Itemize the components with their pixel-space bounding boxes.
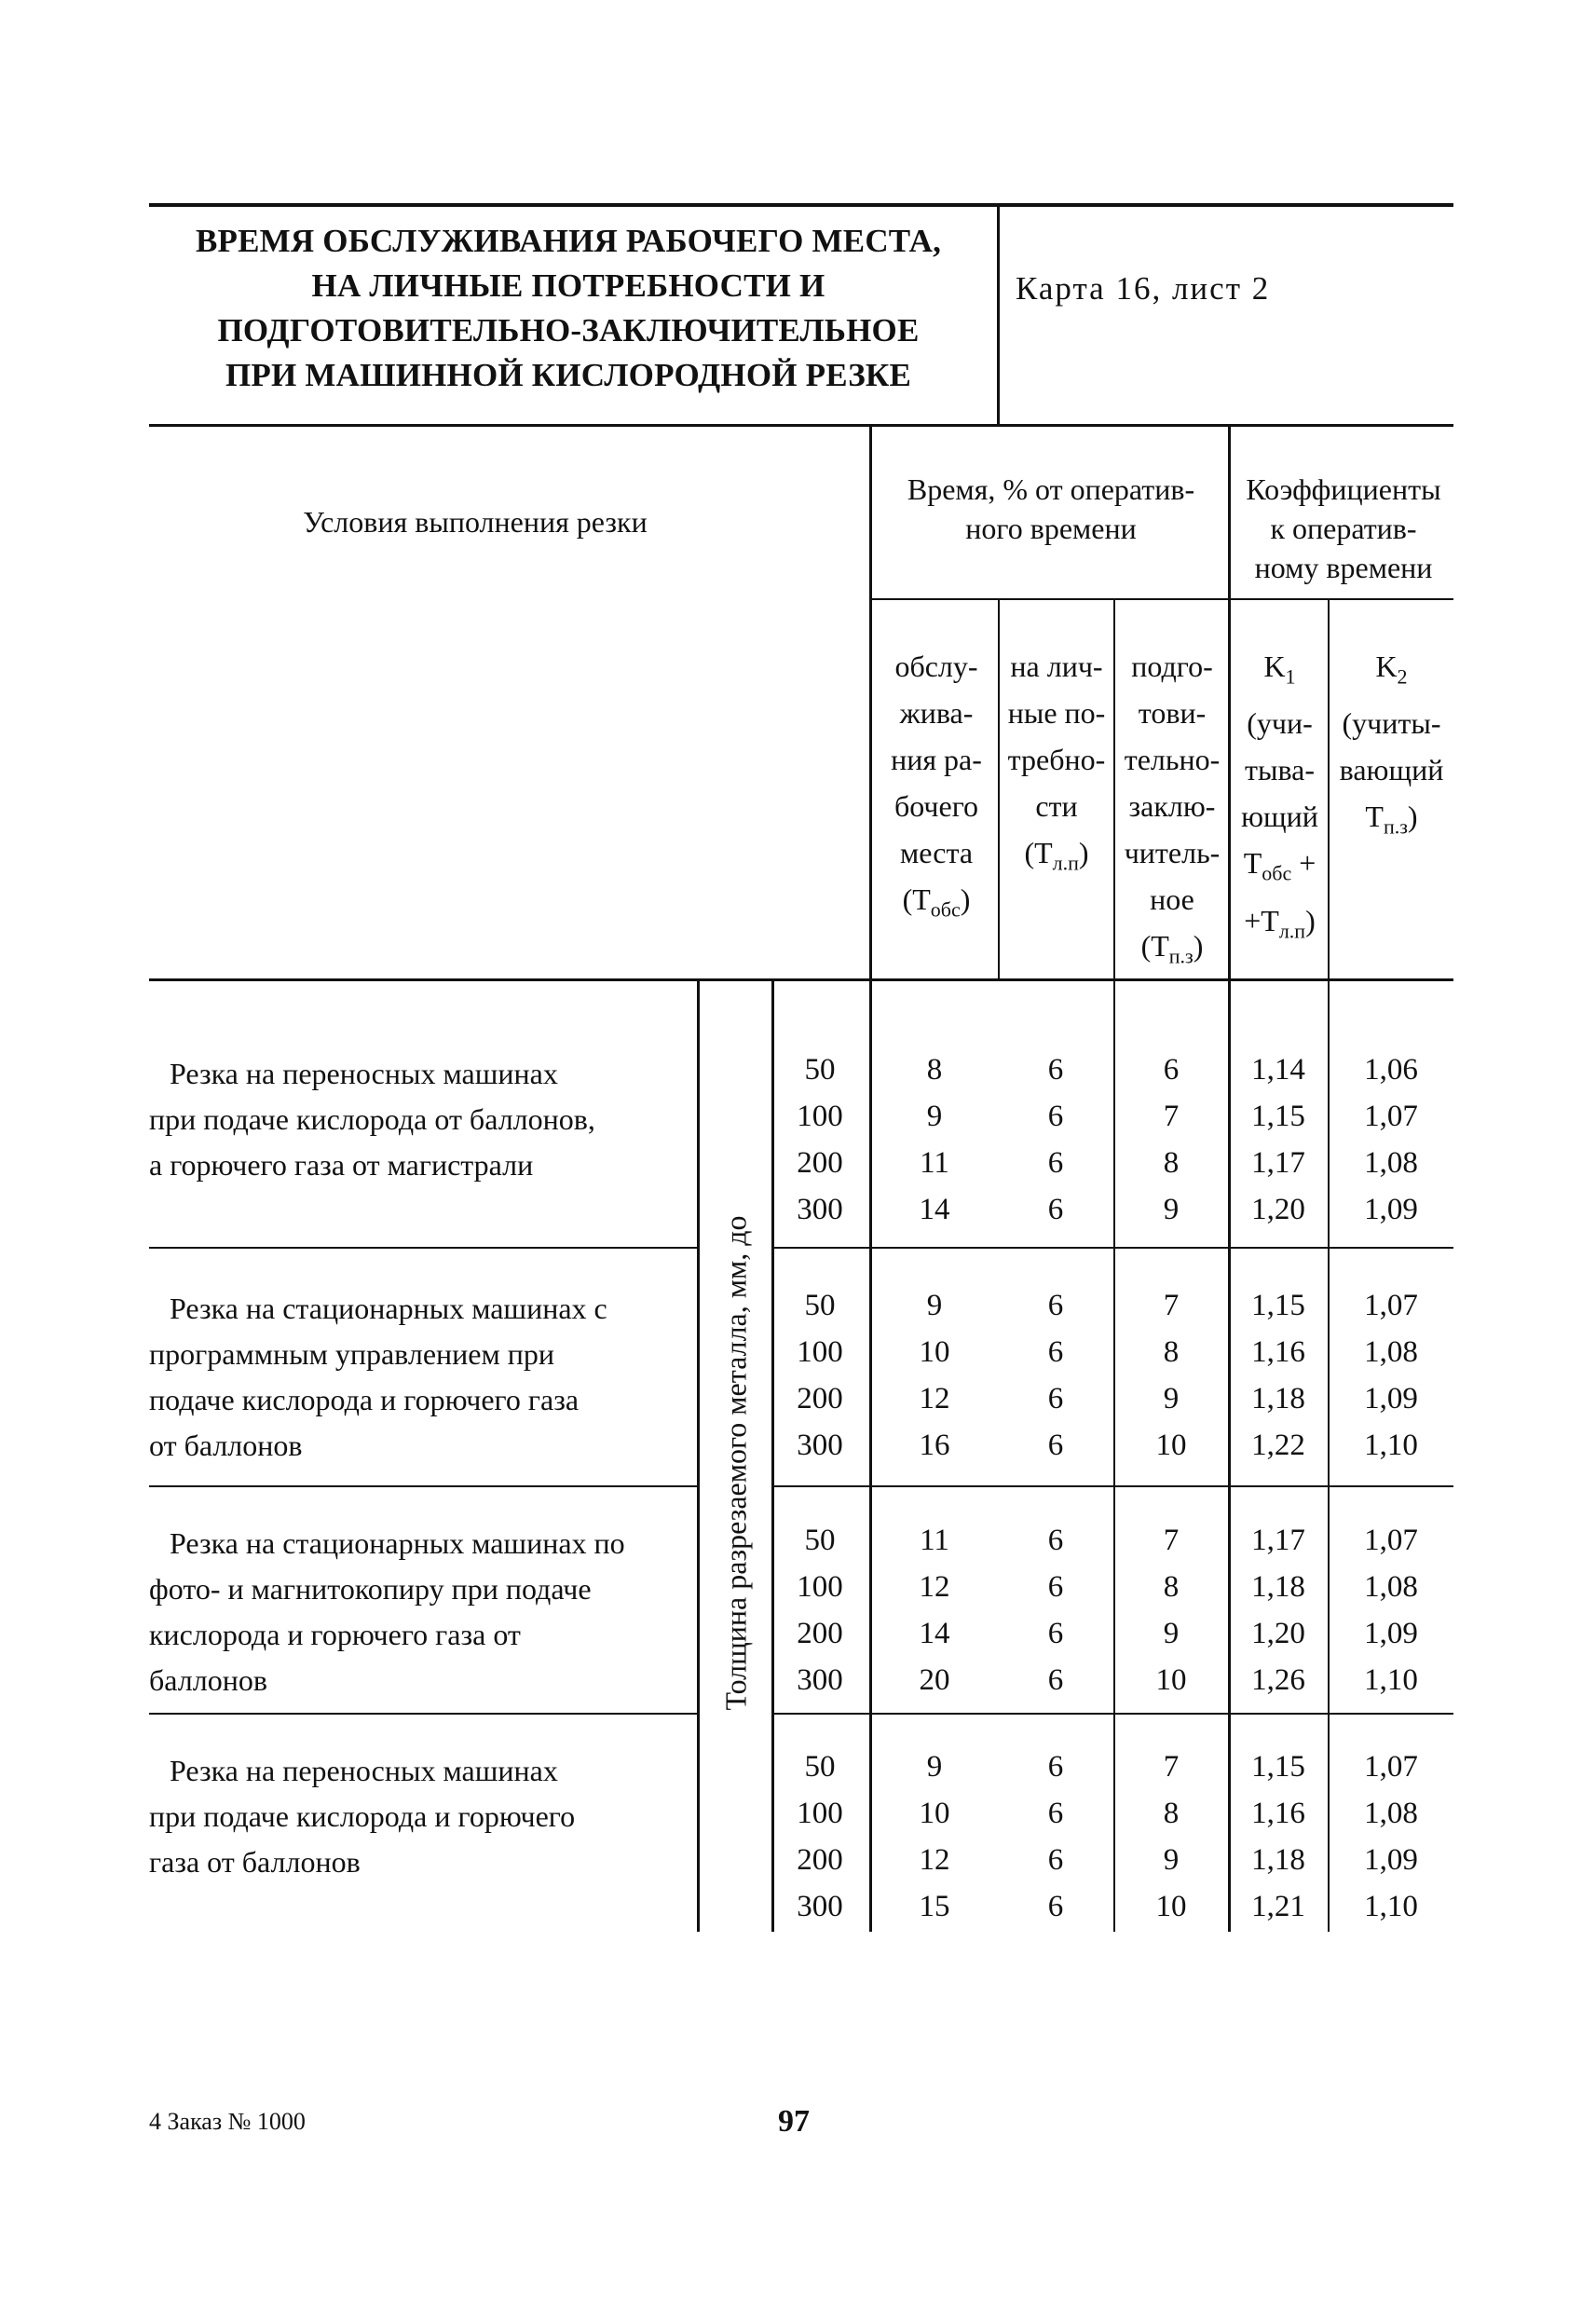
- thickness-cell: 50: [804, 1053, 836, 1087]
- header-line: ные по-: [1007, 696, 1106, 730]
- k1-cell: 1,15: [1251, 1289, 1305, 1322]
- header-line: [1115, 923, 1229, 979]
- thickness-cell: 100: [797, 1570, 843, 1604]
- k2-cell: 1,07: [1364, 1750, 1418, 1784]
- symbol: K: [1375, 650, 1398, 683]
- k1-cell: 1,21: [1251, 1890, 1305, 1923]
- service-cell: 15: [919, 1890, 950, 1923]
- condition-line: при подаче кислорода от баллонов,: [149, 1102, 595, 1136]
- condition-line: газа от баллонов: [149, 1845, 361, 1879]
- header-line: ного времени: [965, 512, 1137, 545]
- thickness-cell: 50: [804, 1750, 836, 1784]
- col-k2-header: [1330, 643, 1453, 851]
- symbol: ): [1305, 903, 1316, 937]
- header-line: места: [899, 836, 974, 869]
- thickness-cell: 300: [797, 1663, 843, 1697]
- prep-cell: 8: [1163, 1570, 1180, 1604]
- conditions-header: Условия выполнения резки: [303, 505, 648, 539]
- thickness-label: Толщина разрезаемого металла, мм, до: [718, 1215, 753, 1711]
- header-line: ющий: [1241, 800, 1318, 834]
- k2-cell: 1,09: [1364, 1617, 1418, 1650]
- k1-cell: 1,16: [1251, 1797, 1305, 1830]
- title-line: ПРИ МАШИННОЙ КИСЛОРОДНОЙ РЕЗКЕ: [225, 357, 911, 393]
- k2-cell: 1,08: [1364, 1335, 1418, 1369]
- header-line: на лич-: [1010, 650, 1103, 683]
- header-line: (учиты-: [1342, 706, 1441, 741]
- k1-cell: 1,22: [1251, 1429, 1305, 1462]
- thickness-cell: 300: [797, 1429, 843, 1462]
- subscript: 1: [1285, 664, 1296, 689]
- personal-cell: 6: [1047, 1382, 1064, 1415]
- prep-cell: 9: [1163, 1193, 1180, 1226]
- header-line: заклю-: [1128, 789, 1216, 823]
- subscript: л.п: [1052, 851, 1079, 875]
- symbol: (T: [902, 882, 931, 916]
- k1-cell: 1,26: [1251, 1663, 1305, 1697]
- service-cell: 11: [920, 1524, 949, 1557]
- personal-cell: 6: [1047, 1570, 1064, 1604]
- k2-cell: 1,10: [1364, 1890, 1418, 1923]
- personal-cell: 6: [1047, 1429, 1064, 1462]
- header-line: [1231, 643, 1329, 700]
- header-line: вающий: [1339, 753, 1444, 787]
- header-line: сти: [1035, 789, 1078, 823]
- service-cell: 20: [919, 1663, 950, 1697]
- prep-cell: 8: [1163, 1146, 1180, 1180]
- personal-cell: 6: [1047, 1289, 1064, 1322]
- prep-cell: 7: [1163, 1750, 1180, 1784]
- header-line: [1231, 840, 1329, 896]
- condition-line: программным управлением при: [149, 1337, 554, 1371]
- service-cell: 10: [919, 1797, 950, 1830]
- service-cell: 12: [919, 1570, 950, 1604]
- subscript: п.з: [1168, 944, 1194, 968]
- condition-line: Резка на стационарных машинах с: [170, 1292, 607, 1325]
- personal-cell: 6: [1047, 1843, 1064, 1877]
- thickness-cell: 100: [797, 1797, 843, 1830]
- condition-text: [149, 1051, 595, 1188]
- card-reference: Карта 16, лист 2: [1016, 270, 1271, 307]
- prep-cell: 8: [1163, 1335, 1180, 1369]
- k2-cell: 1,10: [1364, 1663, 1418, 1697]
- service-cell: 12: [919, 1382, 950, 1415]
- thickness-cell: 50: [804, 1524, 836, 1557]
- hline: [149, 1247, 699, 1249]
- k1-cell: 1,14: [1251, 1053, 1305, 1087]
- service-cell: 10: [919, 1335, 950, 1369]
- header-line: Коэффициенты: [1246, 472, 1441, 506]
- header-line: [1231, 897, 1329, 954]
- title-line: ПОДГОТОВИТЕЛЬНО-ЗАКЛЮЧИТЕЛЬНОЕ: [217, 312, 920, 349]
- personal-cell: 6: [1047, 1146, 1064, 1180]
- condition-line: фото- и магнитокопиру при подаче: [149, 1572, 592, 1606]
- condition-line: баллонов: [149, 1663, 267, 1697]
- service-cell: 9: [926, 1100, 943, 1133]
- col-k1-header: [1231, 643, 1329, 954]
- personal-cell: 6: [1047, 1100, 1064, 1133]
- hline: [773, 1485, 1453, 1487]
- k2-cell: 1,07: [1364, 1289, 1418, 1322]
- k1-cell: 1,15: [1251, 1100, 1305, 1133]
- hline: [869, 598, 1453, 600]
- service-cell: 9: [926, 1289, 943, 1322]
- condition-text: [149, 1521, 625, 1703]
- personal-cell: 6: [1047, 1890, 1064, 1923]
- k1-cell: 1,15: [1251, 1750, 1305, 1784]
- service-cell: 14: [919, 1193, 950, 1226]
- symbol: (T: [1140, 929, 1169, 963]
- header-line: к оператив-: [1270, 512, 1417, 545]
- condition-text: [149, 1286, 607, 1469]
- k2-cell: 1,08: [1364, 1570, 1418, 1604]
- symbol: K: [1263, 650, 1286, 683]
- symbol: ): [1407, 800, 1418, 834]
- subscript: обс: [930, 897, 961, 922]
- thickness-cell: 200: [797, 1382, 843, 1415]
- page-number: 97: [778, 2104, 810, 2139]
- header-line: [1330, 643, 1453, 700]
- thickness-cell: 100: [797, 1100, 843, 1133]
- k2-cell: 1,07: [1364, 1100, 1418, 1133]
- header-line: подго-: [1131, 650, 1213, 683]
- thickness-cell: 300: [797, 1193, 843, 1226]
- header-line: [1000, 829, 1113, 886]
- condition-line: а горючего газа от магистрали: [149, 1148, 534, 1182]
- thickness-cell: 200: [797, 1843, 843, 1877]
- symbol: T: [1365, 800, 1384, 834]
- header-line: Время, % от оператив-: [907, 472, 1195, 506]
- header-line: ния ра-: [891, 743, 982, 776]
- thickness-cell: 200: [797, 1617, 843, 1650]
- k1-cell: 1,18: [1251, 1843, 1305, 1877]
- condition-line: Резка на переносных машинах: [170, 1057, 558, 1090]
- personal-cell: 6: [1047, 1617, 1064, 1650]
- personal-cell: 6: [1047, 1797, 1064, 1830]
- service-cell: 8: [926, 1053, 943, 1087]
- condition-line: при подаче кислорода и горючего: [149, 1799, 576, 1833]
- subscript: 2: [1397, 664, 1408, 689]
- k2-cell: 1,06: [1364, 1053, 1418, 1087]
- k2-cell: 1,09: [1364, 1193, 1418, 1226]
- prep-cell: 10: [1155, 1663, 1187, 1697]
- condition-line: подаче кислорода и горючего газа: [149, 1383, 580, 1416]
- header-line: [1330, 793, 1453, 850]
- title-line: НА ЛИЧНЫЕ ПОТРЕБНОСТИ И: [311, 267, 825, 304]
- prep-cell: 7: [1163, 1289, 1180, 1322]
- personal-cell: 6: [1047, 1663, 1064, 1697]
- hline: [149, 1713, 699, 1715]
- coef-group-header: [1232, 466, 1455, 591]
- condition-line: Резка на переносных машинах: [170, 1754, 558, 1787]
- personal-cell: 6: [1047, 1053, 1064, 1087]
- thickness-cell: 50: [804, 1289, 836, 1322]
- service-cell: 11: [920, 1146, 949, 1180]
- prep-cell: 8: [1163, 1797, 1180, 1830]
- k1-cell: 1,16: [1251, 1335, 1305, 1369]
- symbol: ): [1193, 929, 1204, 963]
- subscript: п.з: [1383, 814, 1408, 839]
- k1-cell: 1,17: [1251, 1146, 1305, 1180]
- service-cell: 12: [919, 1843, 950, 1877]
- hline: [149, 978, 1453, 981]
- prep-cell: 10: [1155, 1890, 1187, 1923]
- k2-cell: 1,09: [1364, 1843, 1418, 1877]
- header-line: [874, 876, 999, 933]
- service-cell: 14: [919, 1617, 950, 1650]
- thickness-cell: 300: [797, 1890, 843, 1923]
- header-line: тови-: [1138, 696, 1207, 730]
- k1-cell: 1,20: [1251, 1193, 1305, 1226]
- symbol: +T: [1244, 903, 1279, 937]
- hline: [773, 1713, 1453, 1715]
- symbol: ): [1078, 836, 1089, 869]
- hline: [773, 1247, 1453, 1249]
- subscript: обс: [1262, 861, 1292, 885]
- k2-cell: 1,10: [1364, 1429, 1418, 1462]
- vline: [697, 981, 700, 1932]
- header-line: ному времени: [1254, 551, 1433, 584]
- service-cell: 9: [926, 1750, 943, 1784]
- header-line: тыва-: [1244, 753, 1316, 787]
- symbol: (T: [1024, 836, 1053, 869]
- prep-cell: 9: [1163, 1617, 1180, 1650]
- k2-cell: 1,08: [1364, 1146, 1418, 1180]
- personal-cell: 6: [1047, 1524, 1064, 1557]
- symbol: ): [960, 882, 971, 916]
- k1-cell: 1,18: [1251, 1382, 1305, 1415]
- hline: [149, 1485, 699, 1487]
- condition-line: кислорода и горючего газа от: [149, 1618, 521, 1651]
- k2-cell: 1,09: [1364, 1382, 1418, 1415]
- header-line: обслу-: [894, 650, 978, 683]
- prep-cell: 9: [1163, 1843, 1180, 1877]
- subscript: л.п: [1278, 919, 1306, 943]
- prep-cell: 10: [1155, 1429, 1187, 1462]
- symbol: +: [1291, 846, 1316, 881]
- header-line: бочего: [893, 789, 979, 823]
- k1-cell: 1,18: [1251, 1570, 1305, 1604]
- header-line: читель-: [1124, 836, 1221, 869]
- time-group-header: [874, 466, 1228, 552]
- personal-cell: 6: [1047, 1750, 1064, 1784]
- header-line: требно-: [1007, 743, 1106, 776]
- col-service-header: [874, 643, 999, 933]
- col-personal-header: [1000, 643, 1113, 886]
- prep-cell: 7: [1163, 1100, 1180, 1133]
- service-cell: 16: [919, 1429, 950, 1462]
- prep-cell: 9: [1163, 1382, 1180, 1415]
- personal-cell: 6: [1047, 1335, 1064, 1369]
- order-note: 4 Заказ № 1000: [149, 2108, 306, 2135]
- k1-cell: 1,17: [1251, 1524, 1305, 1557]
- prep-cell: 6: [1163, 1053, 1180, 1087]
- header-line: жива-: [899, 696, 974, 730]
- prep-cell: 7: [1163, 1524, 1180, 1557]
- k2-cell: 1,07: [1364, 1524, 1418, 1557]
- thickness-cell: 200: [797, 1146, 843, 1180]
- thickness-cell: 100: [797, 1335, 843, 1369]
- condition-line: Резка на стационарных машинах по: [170, 1526, 625, 1560]
- header-line: ное: [1150, 882, 1194, 916]
- condition-line: от баллонов: [149, 1429, 303, 1462]
- title-line: ВРЕМЯ ОБСЛУЖИВАНИЯ РАБОЧЕГО МЕСТА,: [195, 223, 942, 259]
- col-prep-header: [1115, 643, 1229, 979]
- header-line: тельно-: [1124, 743, 1221, 776]
- vline: [869, 427, 872, 981]
- symbol: T: [1243, 846, 1262, 881]
- k1-cell: 1,20: [1251, 1617, 1305, 1650]
- header-line: (учи-: [1247, 706, 1313, 741]
- condition-text: [149, 1748, 575, 1885]
- personal-cell: 6: [1047, 1193, 1064, 1226]
- k2-cell: 1,08: [1364, 1797, 1418, 1830]
